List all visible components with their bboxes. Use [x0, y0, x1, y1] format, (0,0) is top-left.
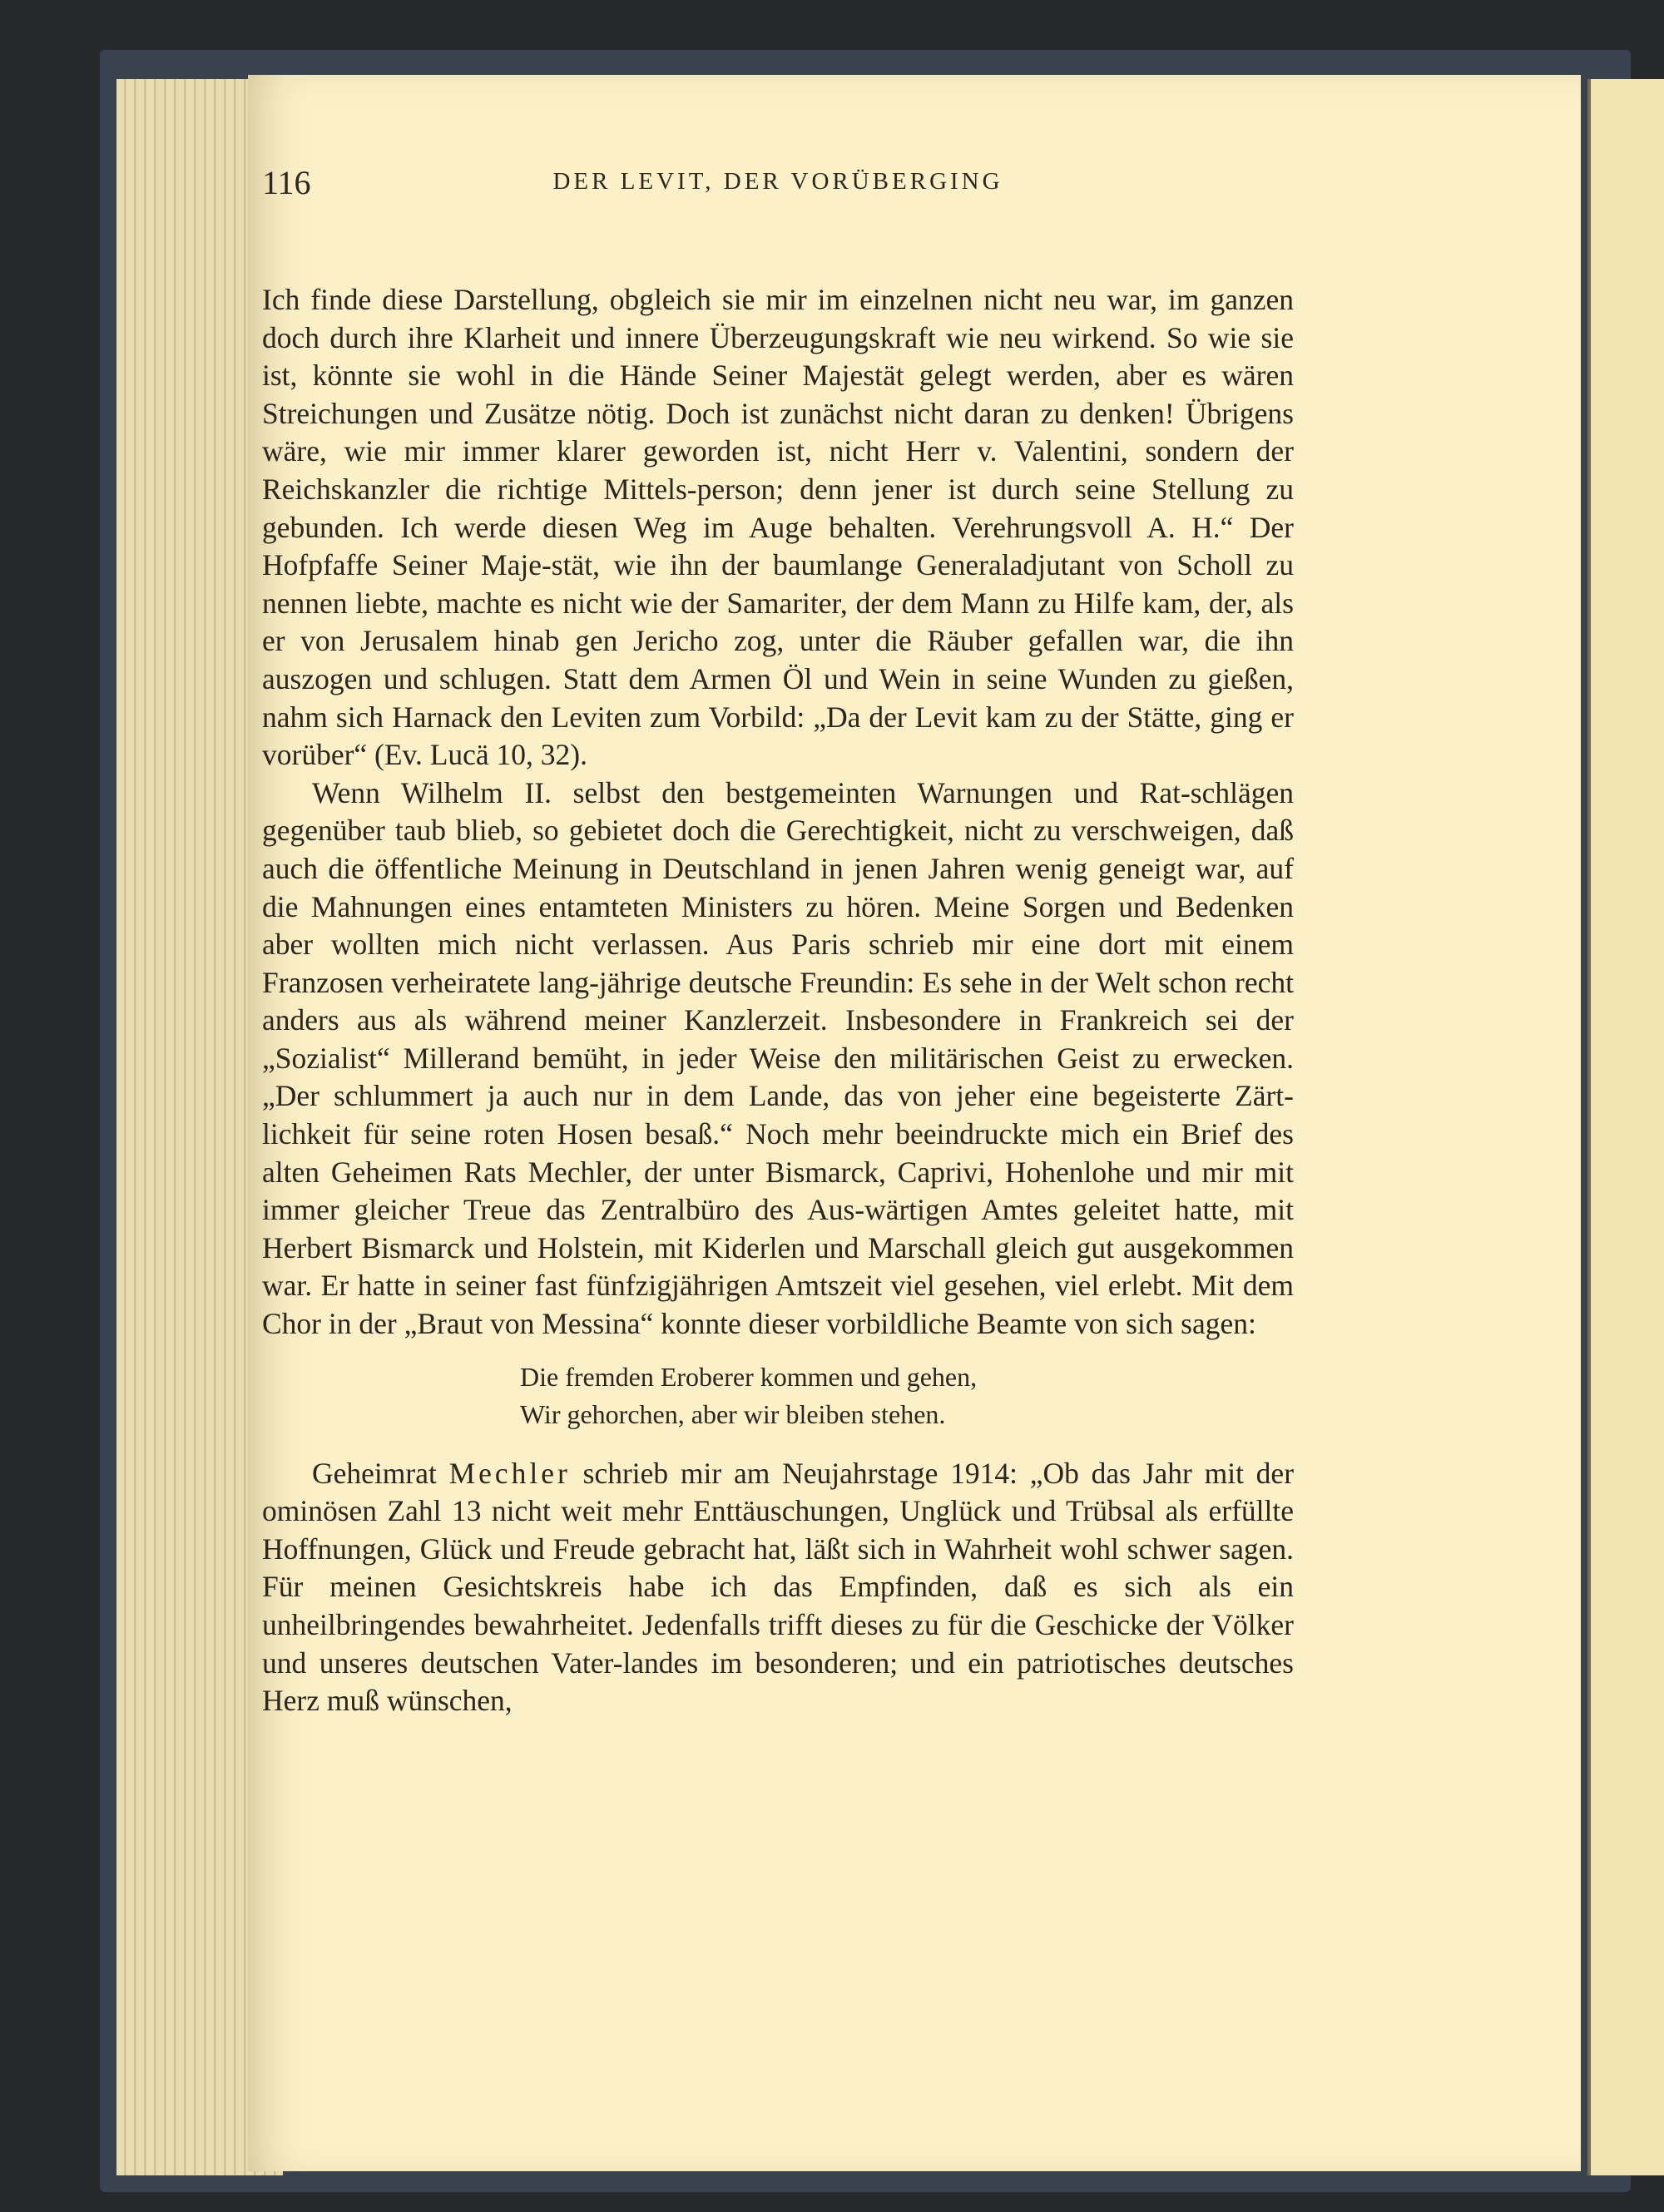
paragraph-1: Ich finde diese Darstellung, obgleich sie mir im einzelnen nicht neu war, im ganzen doch durch ihre Klarheit und innere Überzeugungskraft wie neu wirkend. So wie sie ist, könnte sie wohl in die Hände Seiner Majestät gelegt werden, aber es wären Streichungen und Zusätze nötig. Doch ist zunächst nicht daran zu denken! Übrigens wäre, wie mir immer klarer geworden ist, nicht Herr v. Valentini, sondern der Reichskanzler die richtige Mittels-person; denn jener ist durch seine Stellung zu gebunden. Ich werde diesen Weg im Auge behalten. Verehrungsvoll A. H.“ Der Hofpfaffe Seiner Maje-stät, wie ihn der baumlange Generaladjutant von Scholl zu nennen liebte, machte es nicht wie der Samariter, der dem Mann zu Hilfe kam, der, als er von Jerusalem hinab gen Jericho zog, unter die Räuber gefallen war, die ihn auszogen und schlugen. Statt dem Armen Öl und Wein in seine Wunden zu gießen, nahm sich Harnack den Leviten zum Vorbild: „Da der Levit kam zu der Stätte, ging er vorüber“ (Ev. Lucä 10, 32).: [262, 283, 1294, 772]
paragraph-3: [262, 1455, 1294, 1720]
page-header: [262, 163, 1294, 213]
verse-line-1: Die fremden Eroberer kommen und gehen,: [520, 1361, 978, 1392]
paragraph-3-text: schrieb mir am Neujahrstage 1914: „Ob das Jahr mit der ominösen Zahl 13 nicht weit mehr Enttäuschungen, Unglück und Trübsal als erfüllte Hoffnungen, Glück und Freude gebracht hat, läßt sich in Wahrheit wohl schwer sagen. Für meinen Gesichtskreis habe ich das Empfinden, daß es sich als ein unheilbringendes bewahrheitet. Jedenfalls trifft dieses zu für die Geschicke der Völker und unseres deutschen Vater-landes im besonderen; und ein patriotisches deutsches Herz muß wünschen,: [262, 1456, 1295, 1718]
page-number: 116: [262, 164, 311, 201]
facing-page-edge: [1587, 79, 1664, 2175]
verse-quote: [520, 1358, 1294, 1433]
body-text: [262, 281, 1294, 1720]
verse-line-2: Wir gehorchen, aber wir bleiben stehen.: [520, 1398, 946, 1429]
paragraph-3-lead: Geheimrat: [312, 1456, 437, 1490]
emphasized-name: Mechler: [448, 1456, 571, 1490]
paragraph-2: Wenn Wilhelm II. selbst den bestgemeinten Warnungen und Rat-schlägen gegenüber taub blieb, so gebietet doch die Gerechtigkeit, nicht zu verschweigen, daß auch die öffentliche Meinung in Deutschland in jenen Jahren wenig geneigt war, auf die Mahnungen eines entamteten Ministers zu hören. Meine Sorgen und Bedenken aber wollten mich nicht verlassen. Aus Paris schrieb mir eine dort mit einem Franzosen verheiratete lang-jährige deutsche Freundin: Es sehe in der Welt schon recht anders aus als während meiner Kanzlerzeit. Insbesondere in Frankreich sei der „Sozialist“ Millerand bemüht, in jeder Weise den militärischen Geist zu erwecken. „Der schlummert ja auch nur in dem Lande, das von jeher eine begeisterte Zärt-lichkeit für seine roten Hosen besaß.“ Noch mehr beeindruckte mich ein Brief des alten Geheimen Rats Mechler, der unter Bismarck, Caprivi, Hohenlohe und mir mit immer gleicher Treue das Zentralbüro des Aus-wärtigen Amtes geleitet hatte, mit Herbert Bismarck und Holstein, mit Kiderlen und Marschall gleich gut ausgekommen war. Er hatte in seiner fast fünfzigjährigen Amtszeit viel gesehen, viel erlebt. Mit dem Chor in der „Braut von Messina“ konnte dieser vorbildliche Beamte von sich sagen:: [262, 775, 1294, 1341]
running-title: DER LEVIT, DER VORÜBERGING: [552, 168, 1003, 195]
